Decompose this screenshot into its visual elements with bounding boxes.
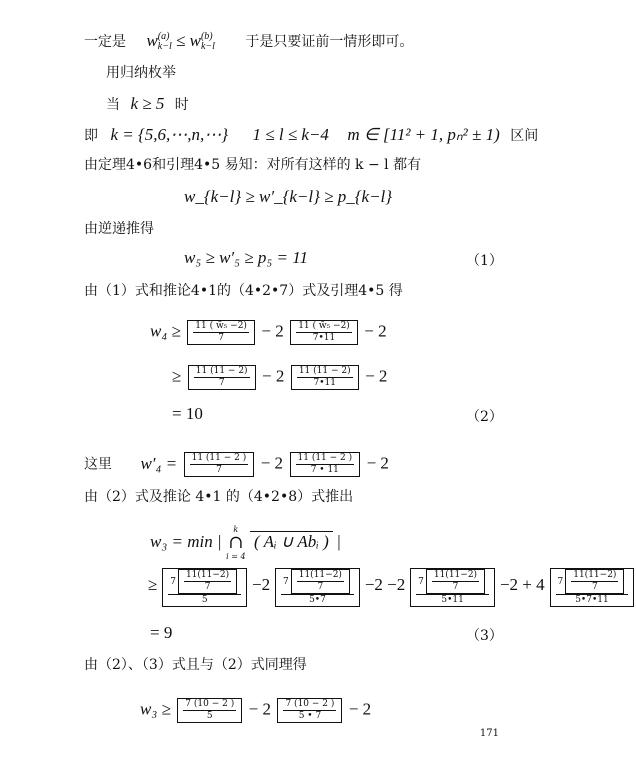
eq3-bracket-4: [550, 568, 635, 607]
eq4-bracket-1: [177, 698, 242, 723]
eq2-mid: − 2: [261, 321, 284, 341]
eq2-frac1-num: 11 ( w̃₅ −2): [195, 321, 247, 331]
equation-1: w₅ ≥ w′₅ ≥ p₅ = 11: [184, 248, 308, 267]
ji-suffix: 区间: [510, 128, 539, 144]
induction-line: 用归纳枚举: [106, 65, 176, 81]
cap-top: k: [233, 525, 239, 534]
eq2-lhs: w₄ ≥: [150, 321, 181, 341]
when-suffix: 时: [174, 97, 189, 113]
eq3-b1-den: 5: [201, 595, 208, 605]
m-set: m ∈ [11² + 1, pₙ² ± 1): [347, 125, 500, 144]
eq4-frac1-den: 5: [206, 711, 213, 721]
recursion-label: 由逆递推得: [84, 221, 154, 237]
theorem-line: 由定理4•6和引理4•5 易知：对所有这样的 k − l 都有: [84, 157, 422, 173]
eq2-frac3-num: 11 (11 − 2): [195, 366, 248, 376]
eq3-op-2: −2 −2: [364, 575, 406, 594]
here-lhs: w′₄ =: [140, 453, 178, 473]
inequality-1: w_{k−l} ≥ w′_{k−l} ≥ p_{k−l}: [184, 187, 393, 206]
eq2-bracket-1: [187, 320, 255, 345]
eq4-frac2-num: 7 (10 − 2 ): [285, 699, 335, 709]
intro-prefix: 一定是: [84, 34, 126, 50]
when-cond: k ≥ 5: [130, 94, 165, 113]
eq3-bracket-1: [162, 568, 247, 607]
k-set: k = {5,6,⋯,n,⋯}: [110, 125, 229, 144]
eq3-b4-inner-num: 11(11−2): [573, 570, 617, 580]
eq3-b4-coef: 7: [557, 577, 564, 587]
eq2-frac1-den: 7: [218, 333, 224, 343]
equation-4: [140, 698, 371, 723]
equation-3-number: （3）: [466, 628, 503, 644]
ji-prefix: 即: [84, 128, 98, 144]
eq3-bracket-2: [275, 568, 360, 607]
w-ak-l-expr: w(a) k−l ≤ w(b) k−l: [146, 31, 215, 53]
eq4-bracket-2: [277, 698, 342, 723]
eq2-bracket-2: [290, 320, 358, 345]
eq2-frac2-den: 7•11: [312, 333, 336, 343]
equation-2-number: （2）: [466, 409, 503, 425]
eq2-row2-ge: ≥: [172, 366, 182, 386]
eq3-b3-coef: 7: [418, 577, 424, 587]
eq2-bracket-3: [188, 365, 256, 390]
eq3-ge: ≥: [148, 575, 158, 594]
eq2-row2-end: − 2: [365, 366, 388, 386]
eq3-b2-coef: 7: [283, 577, 289, 587]
eq3-b1-inner-num: 11(11−2): [185, 570, 230, 580]
eq2-frac3-den: 7: [218, 378, 225, 388]
eq2-result: = 10: [172, 404, 203, 423]
eq3-b2-den: 5•7: [309, 595, 326, 605]
eq2-frac2-num: 11 ( w̃₅ −2): [298, 321, 350, 331]
here-frac1-den: 7: [216, 465, 222, 475]
eq3-inner: ( Aᵢ ∪ Abᵢ ): [250, 531, 333, 551]
eq3-result: = 9: [150, 623, 173, 642]
equation-1-number: （1）: [466, 253, 503, 269]
eq3-b3-den: 5•11: [441, 595, 464, 605]
eq3-lhs: w₃ = min |: [150, 532, 222, 551]
page-number: 171: [479, 728, 499, 739]
here-end: − 2: [366, 453, 389, 473]
cap-bottom: i = 4: [226, 552, 246, 561]
equation-2-row2: [172, 365, 387, 390]
eq3-b1-coef: 7: [170, 577, 176, 587]
from-2-line: 由（2）式及推论 4•1 的（4•2•8）式推出: [84, 489, 354, 505]
eq3-b2-inner-num: 11(11−2): [298, 570, 342, 580]
cap-operator: k ∩ i = 4: [226, 525, 246, 561]
here-line: [84, 452, 389, 477]
eq4-mid: − 2: [248, 699, 272, 719]
eq2-frac4-den: 7•11: [313, 378, 336, 388]
eq3-bar-end: |: [337, 532, 341, 551]
eq4-lhs: w₃ ≥: [140, 699, 171, 719]
eq3-b3-inner-den: 7: [452, 582, 459, 592]
eq2-row2-mid: − 2: [262, 366, 285, 386]
eq2-end: − 2: [364, 321, 387, 341]
equation-3-row2: [148, 568, 636, 607]
eq3-op-1: −2: [252, 575, 271, 594]
here-frac2-den: 7 • 11: [310, 465, 339, 475]
eq3-bracket-3: [410, 568, 495, 607]
here-frac1-num: 11 (11 − 2 ): [191, 453, 247, 463]
eq2-bracket-4: [291, 365, 359, 390]
eq3-op-3: −2 + 4: [499, 575, 545, 594]
here-mid: − 2: [260, 453, 284, 473]
eq3-b2-inner-den: 7: [317, 582, 324, 592]
equation-3-row1: [150, 525, 341, 561]
here-bracket-2: [290, 452, 361, 477]
from-1-line: 由（1）式和推论4•1的（4•2•7）式及引理4•5 得: [84, 283, 403, 299]
l-range: 1 ≤ l ≤ k−4: [252, 125, 329, 144]
eq4-frac2-den: 5 • 7: [298, 711, 322, 721]
from-23-line: 由（2）、（3）式且与（2）式同理得: [84, 657, 307, 673]
here-label: 这里: [84, 456, 112, 473]
intro-rest: 于是只要证前一情形即可。: [245, 34, 414, 50]
eq4-frac1-num: 7 (10 − 2 ): [185, 699, 235, 709]
equation-2-row1: [150, 320, 387, 345]
eq3-b4-den: 5•7•11: [575, 595, 609, 605]
here-bracket-1: [184, 452, 255, 477]
intro-line: [84, 32, 413, 52]
eq3-b1-inner-den: 7: [204, 582, 211, 592]
eq2-frac4-num: 11 (11 − 2): [298, 366, 351, 376]
when-line: [106, 95, 189, 114]
eq4-end: − 2: [348, 699, 372, 719]
ji-line: [84, 126, 538, 145]
when-prefix: 当: [106, 97, 120, 113]
here-frac2-num: 11 (11 − 2 ): [297, 453, 353, 463]
eq3-b3-inner-num: 11(11−2): [433, 570, 478, 580]
eq3-b4-inner-den: 7: [591, 582, 598, 592]
